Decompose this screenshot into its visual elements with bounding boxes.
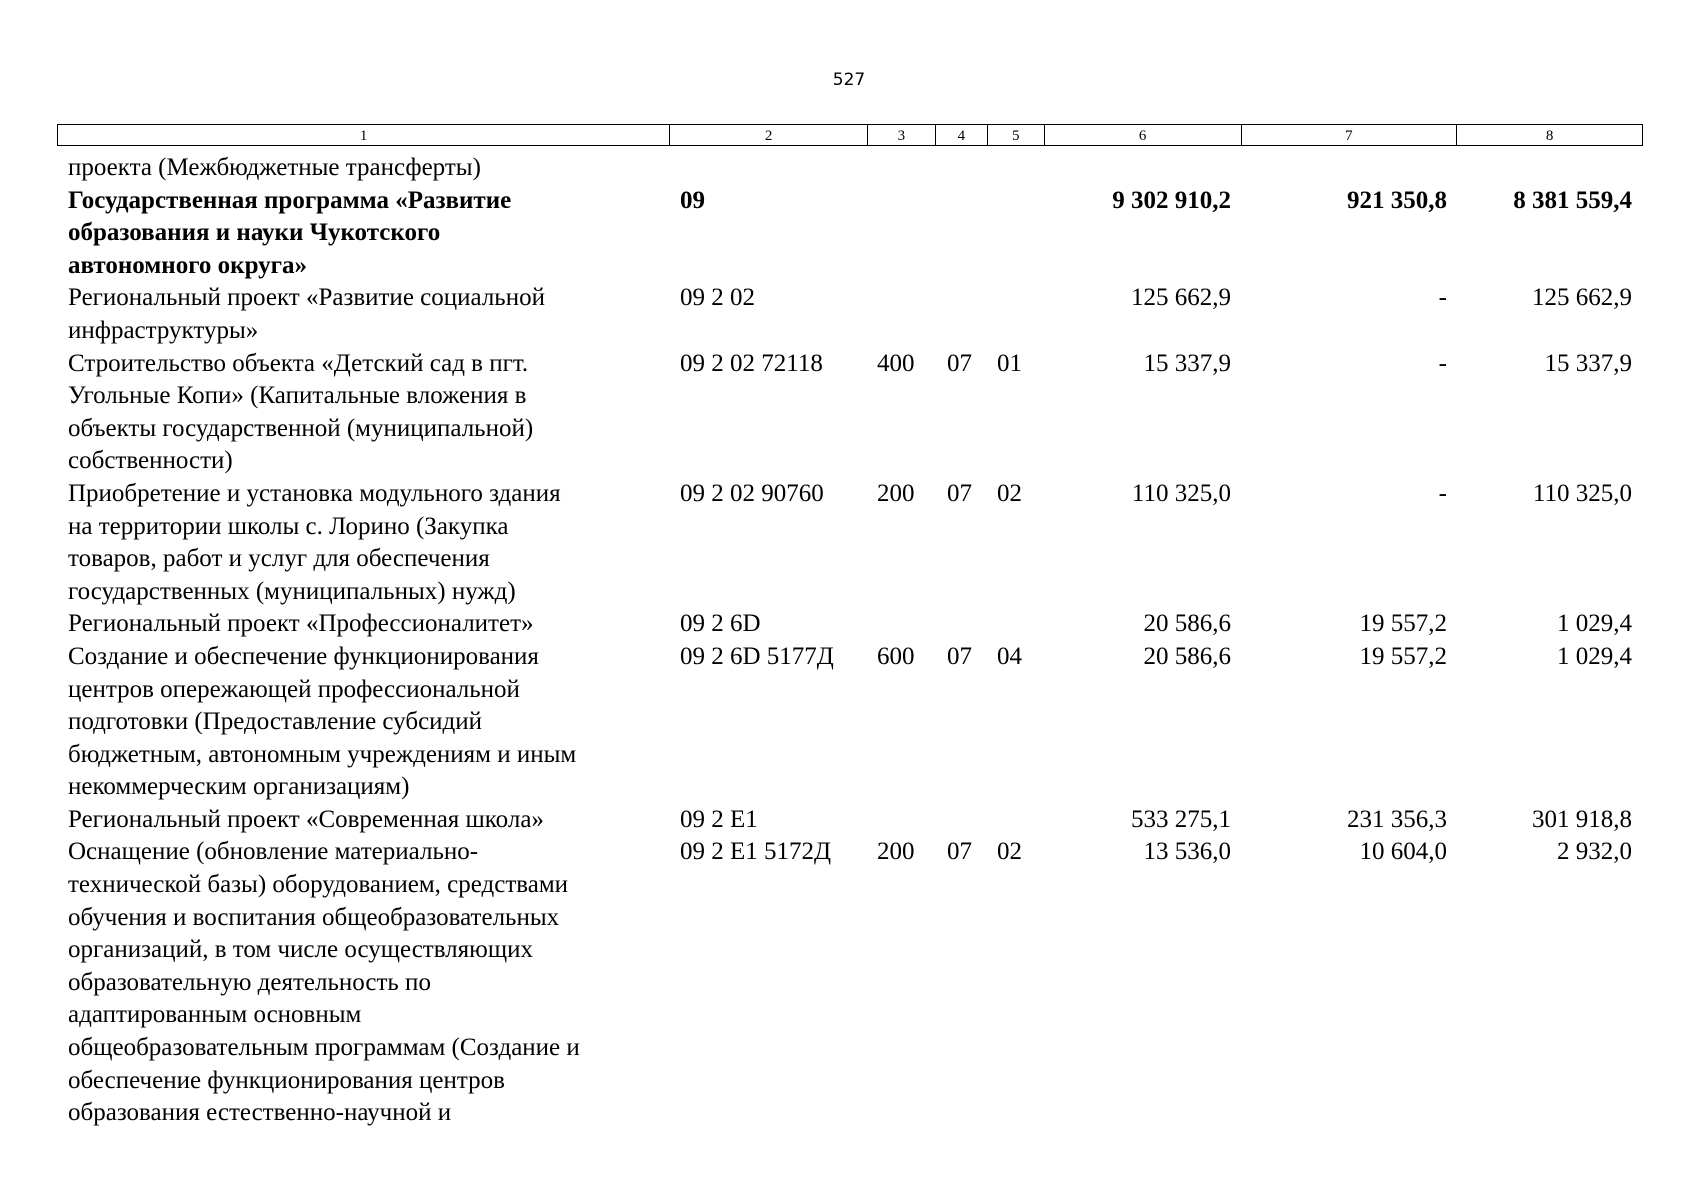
row-expense-type: 400 xyxy=(877,349,915,377)
row-federal-amount: 231 356,3 xyxy=(1347,805,1447,833)
description-line: Государственная программа «Развитие xyxy=(68,186,512,214)
row-expense-type xyxy=(868,282,936,347)
row-subsection xyxy=(988,282,1045,347)
row-expense-type: 200 xyxy=(877,479,915,507)
description-line: государственных (муниципальных) нужд) xyxy=(68,577,516,605)
column-number-header xyxy=(57,124,1643,146)
row-regional-amount: 1 029,4 xyxy=(1557,610,1632,638)
header-cell-5: 5 xyxy=(988,125,1045,145)
description-line: Угольные Копи» (Капитальные вложения в xyxy=(68,382,527,410)
page-number: 527 xyxy=(832,70,866,90)
table-row xyxy=(57,836,1643,1129)
row-section: 07 xyxy=(947,642,972,670)
row-subsection xyxy=(988,185,1045,283)
description-line: организаций, в том числе осуществляющих xyxy=(68,936,533,964)
row-total-amount: 15 337,9 xyxy=(1143,349,1231,377)
description-line: инфраструктуры» xyxy=(68,316,259,344)
description-line: на территории школы с. Лорино (Закупка xyxy=(68,512,509,540)
row-expense-type xyxy=(868,185,936,283)
table-row xyxy=(57,608,1643,641)
row-subsection xyxy=(988,804,1045,837)
table-row xyxy=(57,348,1643,478)
row-section xyxy=(936,804,988,837)
header-cell-7: 7 xyxy=(1242,125,1458,145)
row-regional-amount: 2 932,0 xyxy=(1557,838,1632,866)
row-federal-amount: - xyxy=(1438,479,1447,507)
row-expense-type xyxy=(868,608,936,641)
row-regional-amount: 301 918,8 xyxy=(1532,805,1632,833)
row-regional-amount: 110 325,0 xyxy=(1532,479,1632,507)
row-regional-amount: 125 662,9 xyxy=(1532,284,1632,312)
description-line: товаров, работ и услуг для обеспечения xyxy=(68,545,490,573)
table-row xyxy=(57,282,1643,347)
row-total-amount xyxy=(1045,152,1242,185)
row-expense-type: 200 xyxy=(877,838,915,866)
description-line: Строительство объекта «Детский сад в пгт. xyxy=(68,349,529,377)
row-total-amount: 110 325,0 xyxy=(1131,479,1231,507)
description-line: обеспечение функционирования центров xyxy=(68,1066,505,1094)
header-cell-3: 3 xyxy=(868,125,936,145)
row-target-code: 09 2 02 72118 xyxy=(680,349,823,377)
description-line: Приобретение и установка модульного здания xyxy=(68,479,561,507)
row-federal-amount xyxy=(1242,152,1458,185)
row-target-code: 09 2 E1 xyxy=(680,805,758,833)
row-federal-amount: 19 557,2 xyxy=(1359,642,1447,670)
row-federal-amount: - xyxy=(1438,349,1447,377)
row-description xyxy=(57,478,670,608)
row-regional-amount xyxy=(1458,152,1643,185)
row-target-code: 09 2 6D 5177Д xyxy=(680,642,834,670)
description-line: Оснащение (обновление материально- xyxy=(68,838,479,866)
row-description xyxy=(57,152,670,185)
row-federal-amount: 10 604,0 xyxy=(1359,838,1447,866)
row-regional-amount: 8 381 559,4 xyxy=(1513,186,1632,214)
description-line: центров опережающей профессиональной xyxy=(68,675,520,703)
row-description xyxy=(57,608,670,641)
description-line: Создание и обеспечение функционирования xyxy=(68,642,539,670)
row-total-amount: 125 662,9 xyxy=(1131,284,1231,312)
row-target-code: 09 2 6D xyxy=(680,610,761,638)
row-section xyxy=(936,185,988,283)
row-section: 07 xyxy=(947,479,972,507)
description-line: собственности) xyxy=(68,447,233,475)
row-subsection xyxy=(988,608,1045,641)
description-line: образовательную деятельность по xyxy=(68,968,431,996)
row-target-code: 09 xyxy=(680,186,705,214)
header-cell-1: 1 xyxy=(58,125,670,145)
description-line: проекта (Межбюджетные трансферты) xyxy=(68,154,481,181)
description-line: автономного округа» xyxy=(68,251,308,279)
row-target-code: 09 2 E1 5172Д xyxy=(680,838,832,866)
table-row xyxy=(57,185,1643,283)
row-description xyxy=(57,641,670,804)
header-cell-6: 6 xyxy=(1045,125,1242,145)
row-subsection: 02 xyxy=(997,838,1022,866)
description-line: бюджетным, автономным учреждениям и иным xyxy=(68,740,577,768)
description-line: Региональный проект «Развитие социальной xyxy=(68,284,545,312)
row-regional-amount: 1 029,4 xyxy=(1557,642,1632,670)
table-row xyxy=(57,152,1643,185)
row-section: 07 xyxy=(947,349,972,377)
row-target-code: 09 2 02 90760 xyxy=(680,479,824,507)
description-line: образования и науки Чукотского xyxy=(68,219,441,247)
row-subsection xyxy=(988,152,1045,185)
row-section xyxy=(936,282,988,347)
header-cell-8: 8 xyxy=(1545,128,1554,144)
row-section xyxy=(936,608,988,641)
row-description xyxy=(57,804,670,837)
description-line: обучения и воспитания общеобразовательных xyxy=(68,903,560,931)
row-target-code: 09 2 02 xyxy=(680,284,755,312)
row-total-amount: 13 536,0 xyxy=(1143,838,1231,866)
row-description xyxy=(57,348,670,478)
row-section xyxy=(936,152,988,185)
description-line: общеобразовательным программам (Создание и xyxy=(68,1034,580,1062)
row-federal-amount: - xyxy=(1438,284,1447,312)
row-expense-type xyxy=(868,152,936,185)
table-row xyxy=(57,804,1643,837)
row-description xyxy=(57,282,670,347)
row-section: 07 xyxy=(947,838,972,866)
row-description xyxy=(57,836,670,1129)
description-line: адаптированным основным xyxy=(68,1001,362,1029)
row-subsection: 02 xyxy=(997,479,1022,507)
row-target-code xyxy=(670,152,868,185)
description-line: некоммерческим организациям) xyxy=(68,773,410,801)
header-cell-4: 4 xyxy=(936,125,988,145)
row-subsection: 01 xyxy=(997,349,1022,377)
budget-table-body xyxy=(57,152,1643,1130)
row-federal-amount: 19 557,2 xyxy=(1359,610,1447,638)
row-subsection: 04 xyxy=(997,642,1022,670)
row-total-amount: 9 302 910,2 xyxy=(1112,186,1231,214)
row-expense-type xyxy=(868,804,936,837)
description-line: Региональный проект «Профессионалитет» xyxy=(68,610,534,638)
description-line: подготовки (Предоставление субсидий xyxy=(68,708,483,736)
row-federal-amount: 921 350,8 xyxy=(1347,186,1447,214)
row-regional-amount: 15 337,9 xyxy=(1544,349,1632,377)
row-total-amount: 20 586,6 xyxy=(1143,642,1231,670)
description-line: объекты государственной (муниципальной) xyxy=(68,414,534,442)
table-row xyxy=(57,641,1643,804)
row-total-amount: 20 586,6 xyxy=(1143,610,1231,638)
table-row xyxy=(57,478,1643,608)
row-expense-type: 600 xyxy=(877,642,915,670)
header-cell-2: 2 xyxy=(670,125,868,145)
row-description xyxy=(57,185,670,283)
row-total-amount: 533 275,1 xyxy=(1131,805,1231,833)
description-line: Региональный проект «Современная школа» xyxy=(68,805,544,833)
description-line: технической базы) оборудованием, средствами xyxy=(68,871,569,899)
description-line: образования естественно-научной и xyxy=(68,1099,452,1127)
